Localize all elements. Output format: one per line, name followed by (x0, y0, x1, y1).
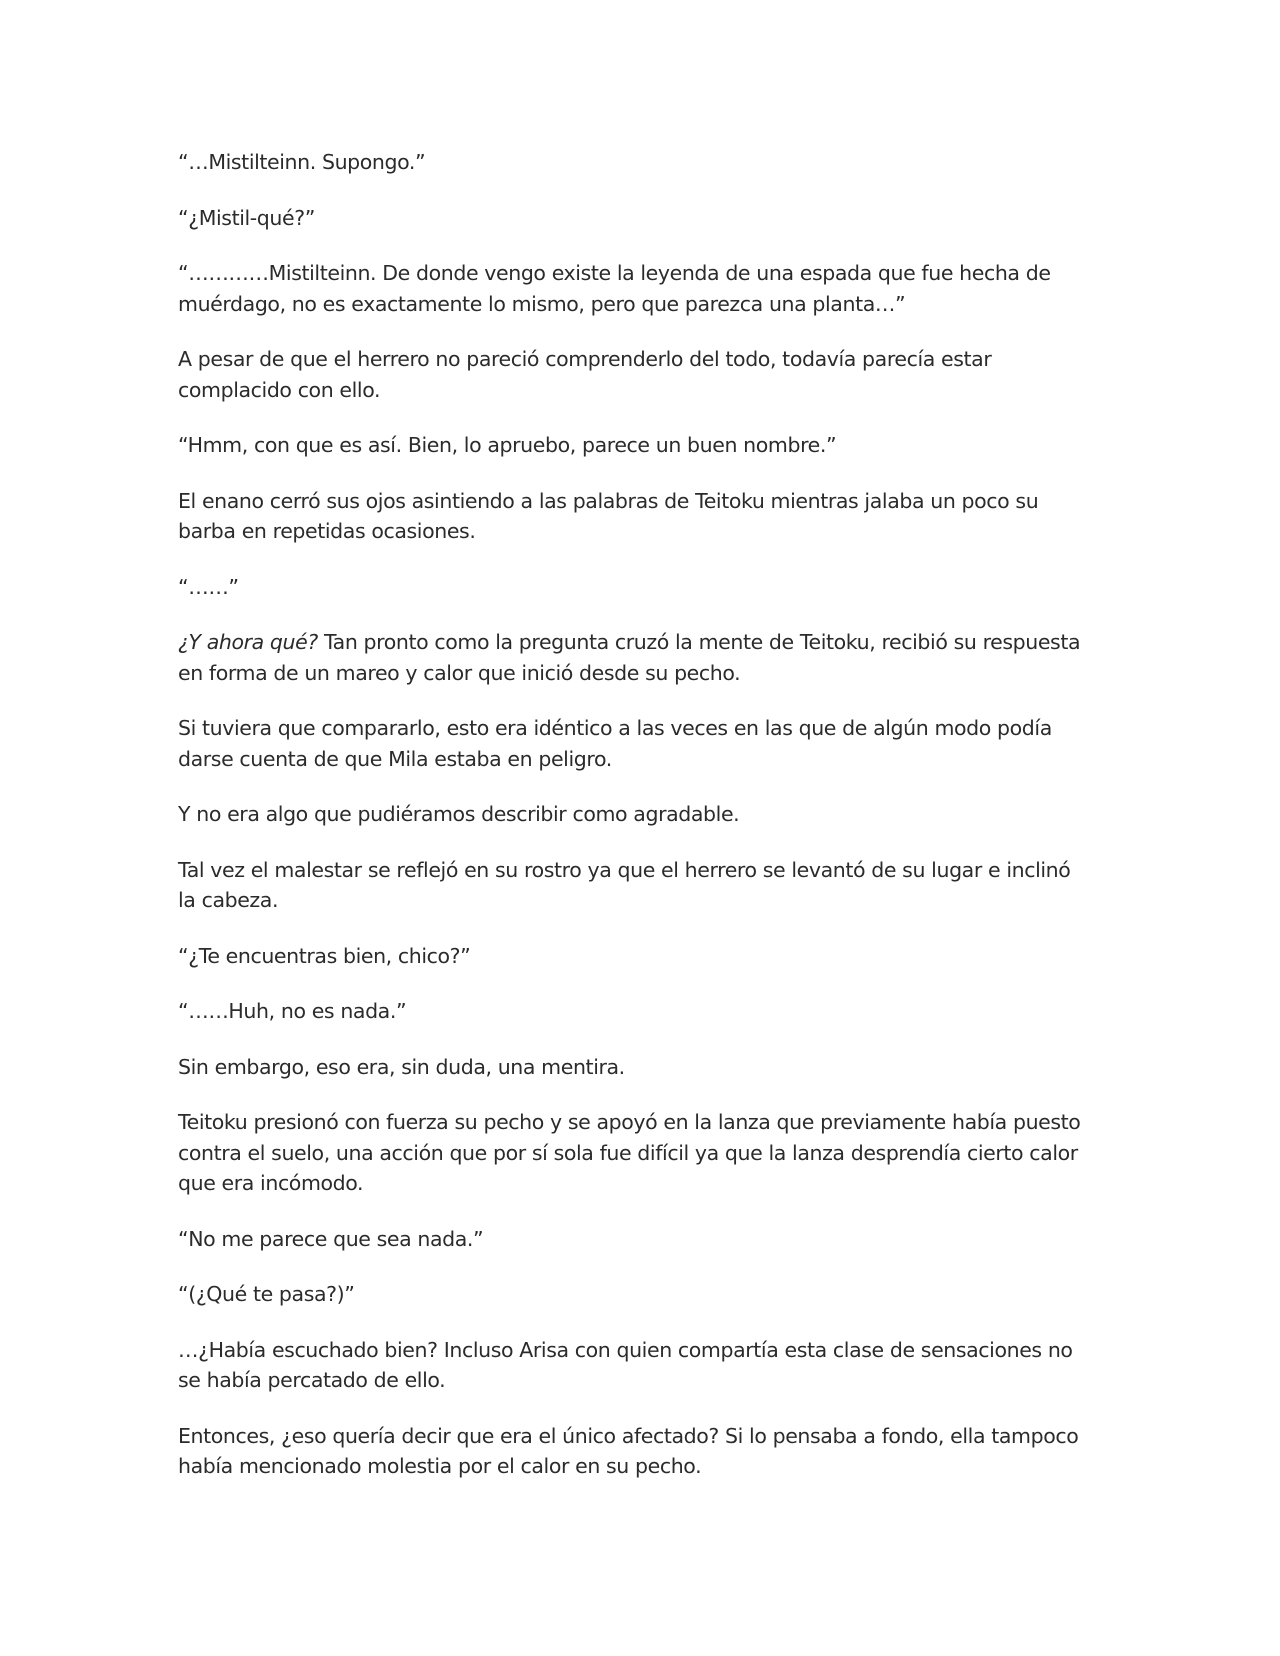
paragraph: “(¿Qué te pasa?)” (178, 1282, 355, 1306)
document-body (178, 147, 1088, 1507)
paragraph: Entonces, ¿eso quería decir que era el único afectado? Si lo pensaba a fondo, ella tampoco había mencionado molestia por el calor en su pecho. (178, 1423, 1079, 1478)
paragraph: …¿Había escuchado bien? Incluso Arisa con quien compartía esta clase de sensaciones no se había percatado de ello. (178, 1337, 1073, 1392)
paragraph: “¿Mistil-qué?” (178, 205, 315, 230)
paragraph: El enano cerró sus ojos asintiendo a las palabras de Teitoku mientras jalaba un poco su barba en repetidas ocasiones. (178, 488, 1039, 543)
paragraph: “Hmm, con que es así. Bien, lo apruebo, parece un buen nombre.” (178, 433, 837, 457)
paragraph-text: Tan pronto como la pregunta cruzó la mente de Teitoku, recibió su respuesta en forma de un mareo y calor que inició desde su pecho. (178, 630, 1081, 685)
paragraph: A pesar de que el herrero no pareció comprenderlo del todo, todavía parecía estar complacido con ello. (178, 347, 992, 402)
paragraph: “…………Mistilteinn. De donde vengo existe la leyenda de una espada que fue hecha de muérdago, no es exactamente lo mismo, pero que parezca una planta…” (178, 261, 1051, 316)
paragraph: Teitoku presionó con fuerza su pecho y se apoyó en la lanza que previamente había puesto contra el suelo, una acción que por sí sola fue difícil ya que la lanza desprendía cierto calor que era incómodo. (178, 1110, 1081, 1195)
paragraph: “¿Te encuentras bien, chico?” (178, 943, 471, 968)
paragraph: “……Huh, no es nada.” (178, 999, 407, 1023)
paragraph: Sin embargo, eso era, sin duda, una mentira. (178, 1054, 625, 1079)
paragraph: Si tuviera que compararlo, esto era idéntico a las veces en las que de algún modo podía darse cuenta de que Mila estaba en peligro. (178, 716, 1052, 771)
paragraph (178, 627, 1088, 688)
paragraph: “……” (178, 574, 239, 599)
paragraph: Y no era algo que pudiéramos describir como agradable. (178, 802, 740, 826)
paragraph: “…Mistilteinn. Supongo.” (178, 150, 426, 174)
italic-thought: ¿Y ahora qué? (178, 630, 318, 654)
paragraph: Tal vez el malestar se reflejó en su rostro ya que el herrero se levantó de su lugar e inclinó la cabeza. (178, 857, 1071, 912)
paragraph: “No me parece que sea nada.” (178, 1226, 484, 1251)
